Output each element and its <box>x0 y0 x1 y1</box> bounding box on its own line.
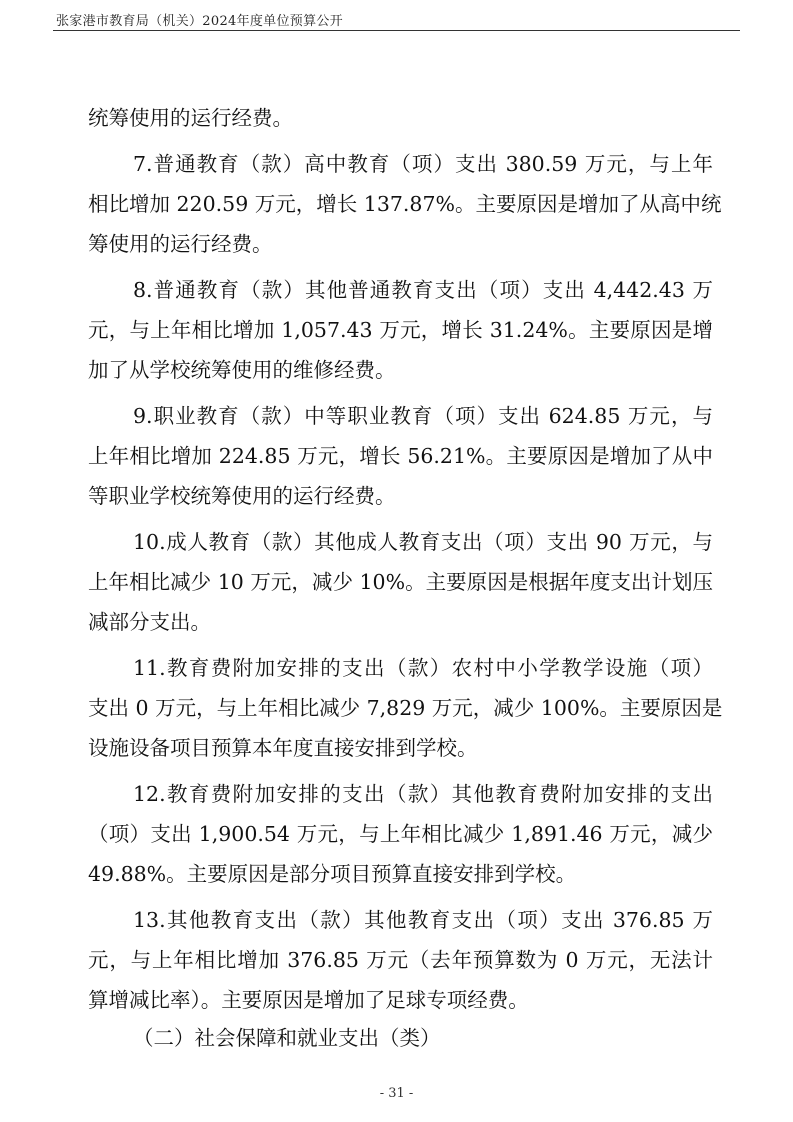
paragraph-line: 等职业学校统筹使用的运行经费。 <box>88 484 396 508</box>
paragraph-line: 10.成人教育（款）其他成人教育支出（项）支出 90 万元，与 <box>133 530 713 554</box>
paragraph-line: 7.普通教育（款）高中教育（项）支出 380.59 万元，与上年 <box>133 152 713 176</box>
paragraph-line: 元，与上年相比增加 1,057.43 万元，增长 31.24%。主要原因是增 <box>88 318 713 342</box>
paragraph-line: 49.88%。主要原因是部分项目预算直接安排到学校。 <box>88 862 577 886</box>
paragraph-line: 元，与上年相比增加 376.85 万元（去年预算数为 0 万元，无法计 <box>88 948 713 972</box>
paragraph-line: 统筹使用的运行经费。 <box>88 106 293 130</box>
paragraph-line: 支出 0 万元，与上年相比减少 7,829 万元，减少 100%。主要原因是 <box>88 696 723 720</box>
paragraph-line: 上年相比减少 10 万元，减少 10%。主要原因是根据年度支出计划压 <box>88 570 713 594</box>
paragraph-line: 9.职业教育（款）中等职业教育（项）支出 624.85 万元，与 <box>133 404 713 428</box>
paragraph-line: 加了从学校统筹使用的维修经费。 <box>88 358 396 382</box>
paragraph-line: 相比增加 220.59 万元，增长 137.87%。主要原因是增加了从高中统 <box>88 192 722 216</box>
paragraph-line: 筹使用的运行经费。 <box>88 232 273 256</box>
paragraph-line: 设施设备项目预算本年度直接安排到学校。 <box>88 736 478 760</box>
paragraph-line: 11.教育费附加安排的支出（款）农村中小学教学设施（项） <box>133 656 713 680</box>
paragraph-line: （项）支出 1,900.54 万元，与上年相比减少 1,891.46 万元，减少 <box>88 822 713 846</box>
section-heading: （二）社会保障和就业支出（类） <box>133 1026 441 1050</box>
paragraph-line: 上年相比增加 224.85 万元，增长 56.21%。主要原因是增加了从中 <box>88 444 713 468</box>
paragraph-line: 算增减比率）。主要原因是增加了足球专项经费。 <box>88 988 529 1012</box>
header-divider <box>53 30 740 31</box>
paragraph-line: 12.教育费附加安排的支出（款）其他教育费附加安排的支出 <box>133 782 713 806</box>
page-header: 张家港市教育局（机关）2024年度单位预算公开 <box>56 14 343 29</box>
paragraph-line: 8.普通教育（款）其他普通教育支出（项）支出 4,442.43 万 <box>133 278 713 302</box>
page-number: - 31 - <box>379 1086 414 1101</box>
paragraph-line: 减部分支出。 <box>88 610 211 634</box>
paragraph-line: 13.其他教育支出（款）其他教育支出（项）支出 376.85 万 <box>133 908 713 932</box>
